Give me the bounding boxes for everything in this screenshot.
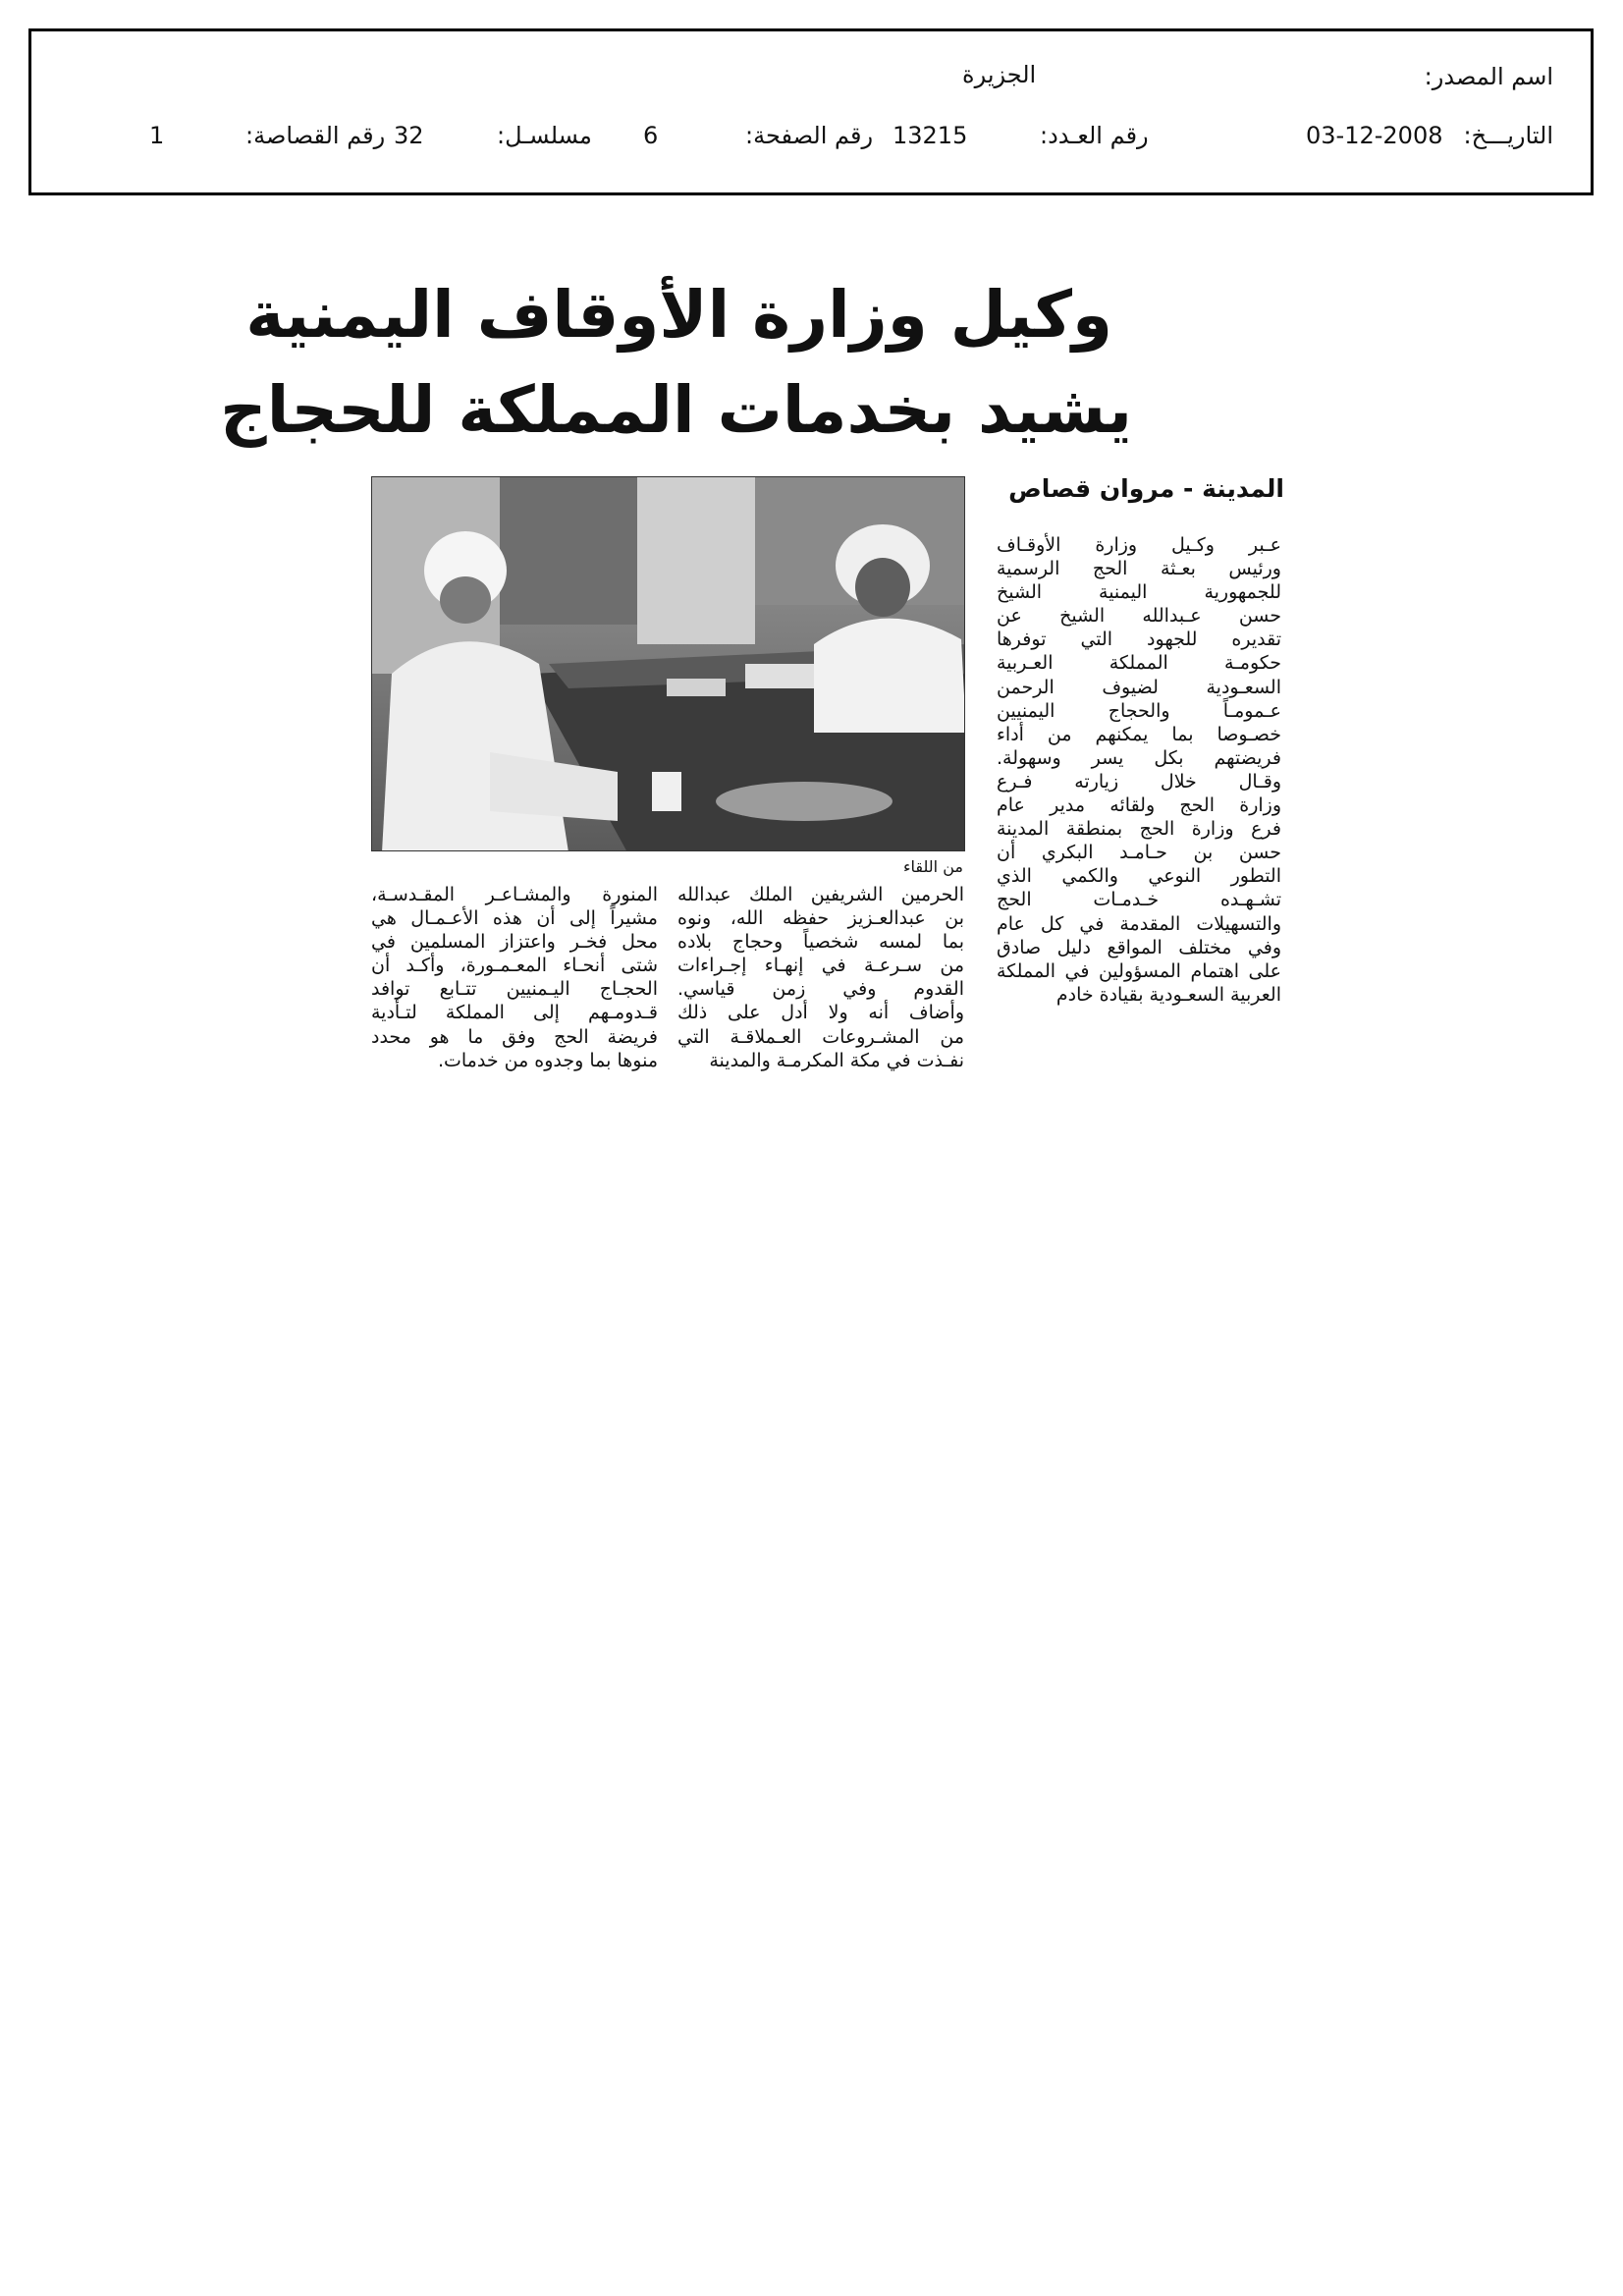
- serial-label: مسلسـل:: [497, 122, 592, 149]
- text-line: من المشـروعات العـملاقـة التي: [677, 1025, 964, 1048]
- body-column-right: [997, 533, 1281, 1007]
- text-line: وفي مختلف المواقع دليل صادق: [997, 936, 1281, 958]
- text-line: والتسهيلات المقدمة في كل عام: [997, 912, 1281, 935]
- headline-line-2: يشيد بخدمات المملكة للحجاج: [220, 372, 1132, 448]
- text-line: المنورة والمشـاعـر المقـدسـة،: [371, 884, 658, 905]
- body-column-middle: [677, 883, 964, 1072]
- text-line: حكومـة المملكة العـربية: [997, 652, 1281, 675]
- issue-value: 13215: [893, 122, 968, 149]
- text-line: على اهتمام المسؤولين في المملكة: [997, 959, 1281, 982]
- issue-label: رقم العـدد:: [1040, 122, 1149, 149]
- page-value: 6: [643, 122, 659, 149]
- text-line: السعـودية لضيوف الرحمن: [997, 676, 1281, 698]
- text-line: تشـهـده خـدمـات الحج: [997, 889, 1281, 911]
- text-line: قـدومـهم إلى المملكة لتـأدية: [371, 1002, 658, 1024]
- byline: المدينة - مروان قصاص: [1008, 474, 1284, 503]
- photo-meeting-scene: [372, 477, 965, 851]
- text-line: التطور النوعي والكمي الذي: [997, 865, 1281, 888]
- text-line: خصـوصا بما يمكنهم من أداء: [997, 723, 1281, 745]
- text-line: منوها بما وجدوه من خدمات.: [437, 1049, 658, 1071]
- source-value: الجزيرة: [962, 61, 1037, 88]
- text-line: عـمومـاً والحجاج اليمنيين: [997, 699, 1281, 722]
- text-line: القدوم وفي زمن قياسي.: [677, 978, 964, 1001]
- text-line: نفـذت في مكة المكرمـة والمدينة: [709, 1049, 964, 1071]
- article-photo: [371, 476, 965, 851]
- body-column-left: [371, 883, 658, 1072]
- text-line: للجمهورية اليمنية الشيخ: [997, 581, 1281, 604]
- text-line: عـبر وكـيل وزارة الأوقـاف: [997, 534, 1281, 556]
- text-line: وأضاف أنه ولا أدل على ذلك: [677, 1002, 964, 1024]
- text-line: بما لمسه شخصياً وحجاج بلاده: [677, 931, 964, 954]
- text-line: شتى أنحـاء المعـمـورة، وأكـد أن: [371, 955, 658, 977]
- text-line: بن عبدالعـزيز حفظه الله، ونوه: [677, 907, 964, 930]
- text-line: مشيراً إلى أن هذه الأعـمـال هي: [371, 907, 658, 930]
- text-line: من سـرعـة في إنهـاء إجـراءات: [677, 955, 964, 977]
- source-label: اسم المصدر:: [1424, 63, 1553, 90]
- headline-line-1: وكيل وزارة الأوقاف اليمنية: [245, 277, 1112, 353]
- text-line: ورئيس بعـثة الحج الرسمية: [997, 558, 1281, 580]
- text-line: فرع وزارة الحج بمنطقة المدينة: [997, 818, 1281, 841]
- clip-label: رقم القصاصة:: [245, 122, 386, 149]
- serial-value: 32: [394, 122, 424, 149]
- page-label: رقم الصفحة:: [745, 122, 874, 149]
- date-value: 03-12-2008: [1306, 122, 1443, 149]
- text-line: العربية السعـودية بقيادة خادم: [1055, 983, 1281, 1006]
- text-line: فريضتهم بكل يسر وسهولة.: [997, 746, 1281, 769]
- clip-value: 1: [149, 122, 165, 149]
- text-line: تقديره للجهود التي توفرها: [997, 629, 1281, 651]
- text-line: وزارة الحج ولقائه مدير عام: [997, 794, 1281, 817]
- text-line: حسن عـبدالله الشيخ عن: [997, 605, 1281, 628]
- photo-caption: من اللقاء: [903, 857, 963, 876]
- text-line: فريضة الحج وفق ما هو محدد: [371, 1025, 658, 1048]
- text-line: الحجـاج اليـمنيين تتـابع توافد: [371, 978, 658, 1001]
- text-line: محل فخـر واعتزاز المسلمين في: [371, 931, 658, 954]
- date-label: التاريـــخ:: [1463, 122, 1553, 149]
- text-line: الحرمين الشريفين الملك عبدالله: [677, 884, 964, 905]
- text-line: حسن بن حـامـد البكري أن: [997, 842, 1281, 864]
- text-line: وقـال خلال زيارته فـرع: [997, 770, 1281, 793]
- metadata-box: [28, 28, 1594, 195]
